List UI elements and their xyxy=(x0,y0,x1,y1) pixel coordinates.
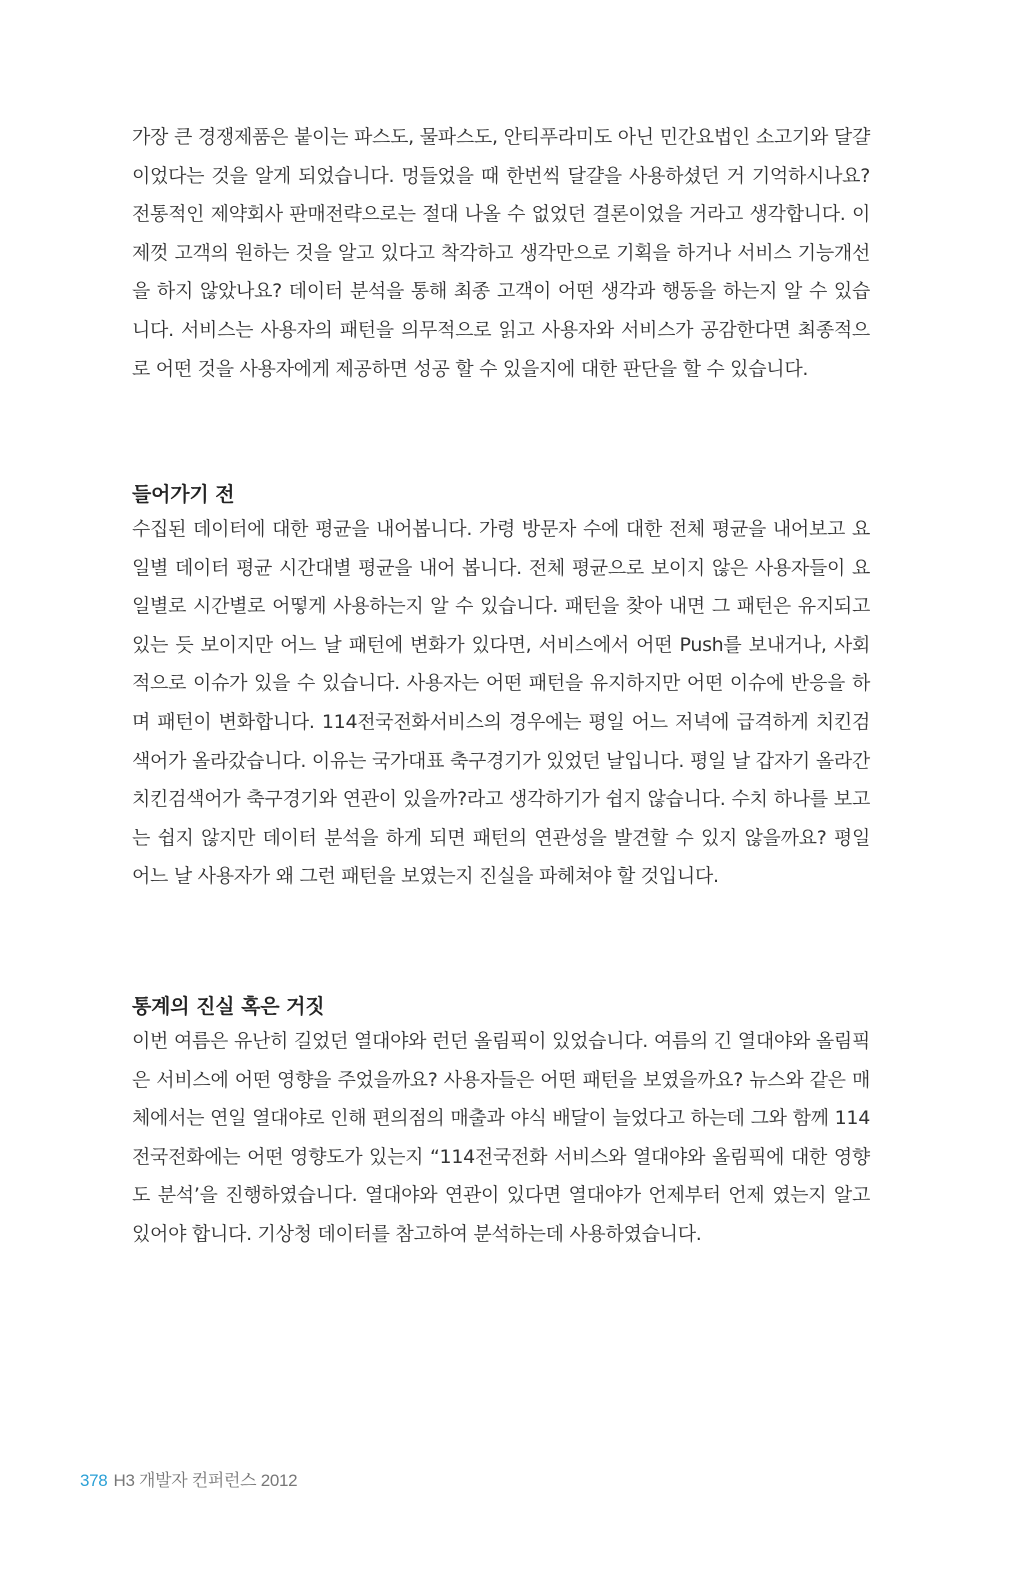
section-heading-truth-or-lie: 통계의 진실 혹은 거짓 xyxy=(132,994,325,1018)
book-title: H3 개발자 컨퍼런스 2012 xyxy=(113,1471,298,1490)
page-number: 378 xyxy=(80,1471,108,1490)
page-footer xyxy=(80,1466,297,1491)
section2-paragraph: 이번 여름은 유난히 길었던 열대야와 런던 올림픽이 있었습니다. 여름의 긴 열대야와 올림픽은 서비스에 어떤 영향을 주었을까요? 사용자들은 어떤 패턴을 보였을까요? 뉴스와 같은 매체에서는 연일 열대야로 인해 편의점의 매출과 야식 배달이 늘었다고 하는데 그와 함께 114전국전화에는 어떤 영향도가 있는지 “114전국전화 서비스와 열대야와 올림픽에 대한 영향도 분석’을 진행하였습니다. 열대야와 연관이 있다면 열대야가 언제부터 언제 였는지 알고 있어야 합니다. 기상청 데이터를 참고하여 분석하는데 사용하였습니다. xyxy=(132,1030,870,1245)
section1-paragraph: 수집된 데이터에 대한 평균을 내어봅니다. 가령 방문자 수에 대한 전체 평균을 내어보고 요일별 데이터 평균 시간대별 평균을 내어 봅니다. 전체 평균으로 보이지 않은 사용자들이 요일별로 시간별로 어떻게 사용하는지 알 수 있습니다. 패턴을 찾아 내면 그 패턴은 유지되고 있는 듯 보이지만 어느 날 패턴에 변화가 있다면, 서비스에서 어떤 Push를 보내거나, 사회적으로 이슈가 있을 수 있습니다. 사용자는 어떤 패턴을 유지하지만 어떤 이슈에 반응을 하며 패턴이 변화합니다. 114전국전화서비스의 경우에는 평일 어느 저녁에 급격하게 치킨검색어가 올라갔습니다. 이유는 국가대표 축구경기가 있었던 날입니다. 평일 날 갑자기 올라간 치킨검색어가 축구경기와 연관이 있을까?라고 생각하기가 쉽지 않습니다. 수치 하나를 보고는 쉽지 않지만 데이터 분석을 하게 되면 패턴의 연관성을 발견할 수 있지 않을까요? 평일 어느 날 사용자가 왜 그런 패턴을 보였는지 진실을 파헤쳐야 할 것입니다. xyxy=(132,518,870,888)
section-heading-before-starting: 들어가기 전 xyxy=(132,482,235,506)
intro-paragraph: 가장 큰 경쟁제품은 붙이는 파스도, 물파스도, 안티푸라미도 아닌 민간요법인 소고기와 달걀이었다는 것을 알게 되었습니다. 멍들었을 때 한번씩 달걀을 사용하셨던 거 기억하시나요? 전통적인 제약회사 판매전략으로는 절대 나올 수 없었던 결론이었을 거라고 생각합니다. 이제껏 고객의 원하는 것을 알고 있다고 착각하고 생각만으로 기획을 하거나 서비스 기능개선을 하지 않았나요? 데이터 분석을 통해 최종 고객이 어떤 생각과 행동을 하는지 알 수 있습니다. 서비스는 사용자의 패턴을 의무적으로 읽고 사용자와 서비스가 공감한다면 최종적으로 어떤 것을 사용자에게 제공하면 성공 할 수 있을지에 대한 판단을 할 수 있습니다. xyxy=(132,126,871,380)
